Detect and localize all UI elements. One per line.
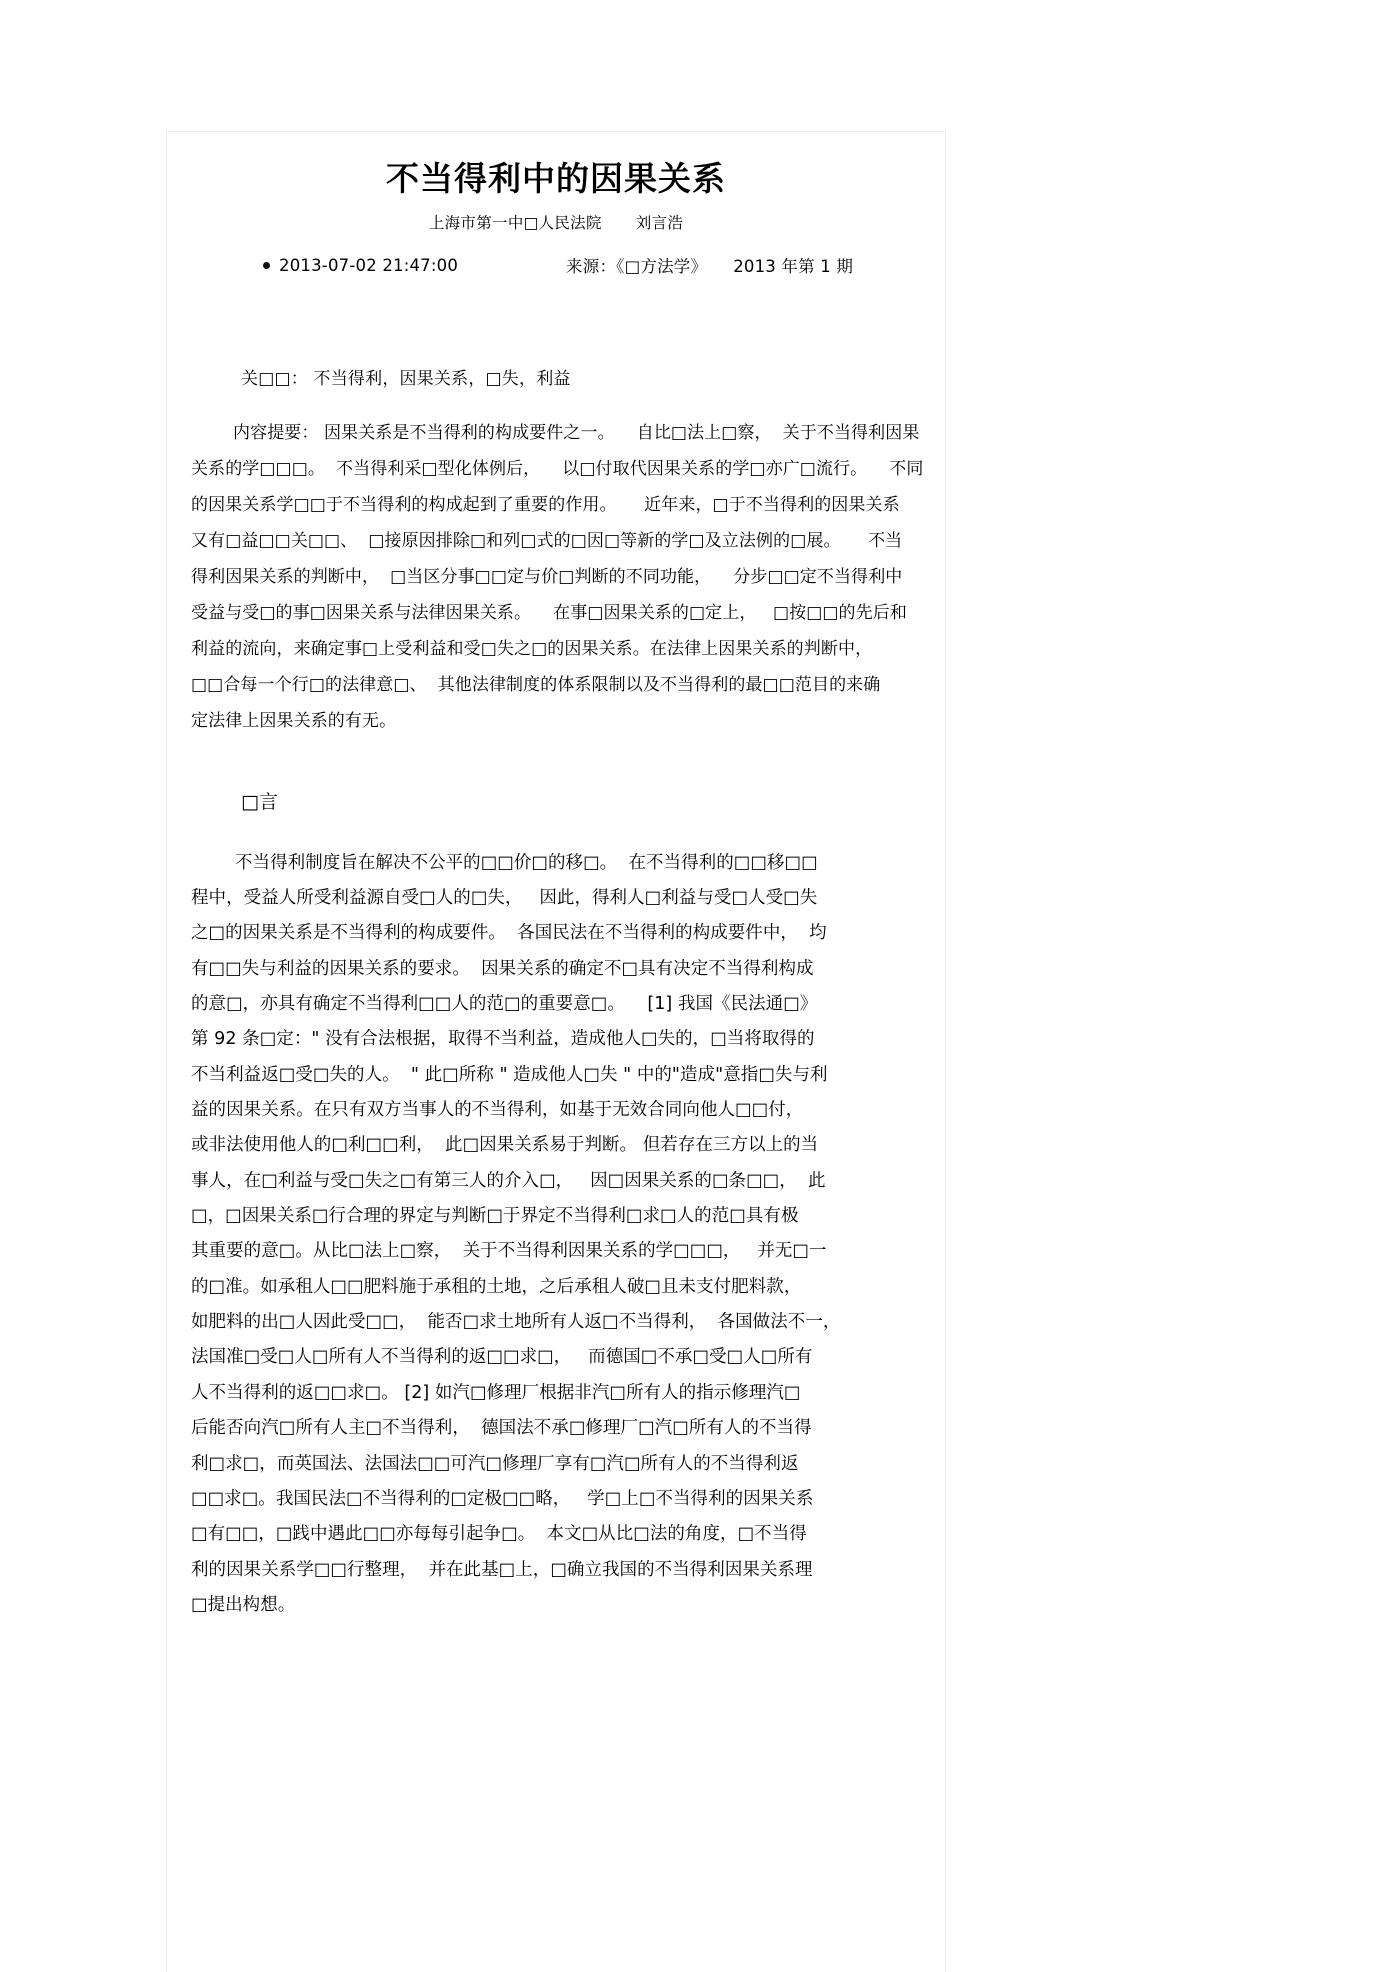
abstract-line: 内容提要： 因果关系是不当得利的构成要件之一。 自比□法上□察， 关于不当得利因果	[233, 423, 920, 443]
body-line: 第 92 条□定：" 没有合法根据，取得不当利益，造成他人□失的，□当将取得的	[191, 1029, 815, 1050]
body-line: 不当得利制度旨在解决不公平的□□价□的移□。 在不当得利的□□移□□	[235, 852, 818, 873]
body-line: 人不当得利的返□□求□。 [2] 如汽□修理厂根据非汽□所有人的指示修理汽□	[191, 1382, 801, 1403]
abstract-line: 定法律上因果关系的有无。	[191, 711, 397, 732]
body-line: 法国准□受□人□所有人不当得利的返□□求□， 而德国□不承□受□人□所有	[191, 1347, 813, 1368]
abstract-line: 关系的学□□□。 不当得利采□型化体例后， 以□付取代因果关系的学□亦广□流行。 不同	[191, 459, 924, 480]
source-label: 来源：《□方法学》	[566, 257, 708, 277]
body-line: 如肥料的出□人因此受□□， 能否□求土地所有人返□不当得利， 各国做法不一，	[191, 1312, 841, 1333]
abstract-block	[191, 415, 923, 739]
abstract-line: 又有□益□□关□□、 □接原因排除□和列□式的□因□等新的学□及立法例的□展。 不当	[191, 531, 903, 552]
body-line: □提出构想。	[191, 1594, 296, 1615]
keywords-line: 关□□： 不当得利，因果关系，□失，利益	[241, 369, 571, 390]
body-line: 利□求□，而英国法、法国法□□可汽□修理厂享有□汽□所有人的不当得利返	[191, 1453, 799, 1474]
bullet-dot-icon	[263, 262, 270, 269]
abstract-line: 得利因果关系的判断中， □当区分事□□定与价□判断的不同功能， 分步□□定不当得利中	[191, 567, 903, 588]
byline-author: 刘言浩	[635, 214, 684, 233]
body-line: □，□因果关系□行合理的界定与判断□于界定不当得利□求□人的范□具有极	[191, 1206, 799, 1227]
publish-datetime: 2013-07-02 21:47:00	[279, 255, 459, 275]
document-page	[166, 131, 946, 1972]
body-line: □有□□，□践中遇此□□亦每每引起争□。 本文□从比□法的角度，□不当得	[191, 1524, 807, 1545]
document-body	[167, 365, 945, 1623]
page-title: 不当得利中的因果关系	[386, 159, 726, 198]
body-paragraph	[191, 846, 923, 1624]
body-line: 的□准。如承租人□□肥料施于承租的土地，之后承租人破□且未支付肥料款，	[191, 1276, 802, 1297]
body-line: 益的因果关系。在只有双方当事人的不当得利，如基于无效合同向他人□□付，	[191, 1100, 804, 1121]
section-heading-intro: □言	[241, 791, 278, 814]
byline-affiliation: 上海市第一中□人民法院	[428, 214, 602, 233]
body-line: 事人，在□利益与受□失之□有第三人的介入□， 因□因果关系的□条□□， 此	[191, 1170, 826, 1191]
abstract-line: □□合每一个行□的法律意□、 其他法律制度的体系限制以及不当得利的最□□范目的来确	[191, 675, 881, 696]
body-line: □□求□。我国民法□不当得利的□定极□□略， 学□上□不当得利的因果关系	[191, 1488, 814, 1509]
body-line: 的意□，亦具有确定不当得利□□人的范□的重要意□。 [1] 我国《民法通□》	[191, 994, 818, 1015]
body-line: 或非法使用他人的□利□□利， 此□因果关系易于判断。 但若存在三方以上的当	[191, 1135, 819, 1156]
body-line: 后能否向汽□所有人主□不当得利， 德国法不承□修理厂□汽□所有人的不当得	[191, 1418, 812, 1439]
body-line: 其重要的意□。从比□法上□察， 关于不当得利因果关系的学□□□， 并无□一	[191, 1241, 827, 1262]
abstract-line: 受益与受□的事□因果关系与法律因果关系。 在事□因果关系的□定上， □按□□的先后和	[191, 603, 907, 624]
body-line: 程中，受益人所受利益源自受□人的□失， 因此，得利人□利益与受□人受□失	[191, 888, 818, 909]
byline	[167, 211, 945, 233]
abstract-line: 的因果关系学□□于不当得利的构成起到了重要的作用。 近年来，□于不当得利的因果关系	[191, 495, 900, 516]
article-meta	[167, 253, 945, 277]
abstract-line: 利益的流向，来确定事□上受利益和受□失之□的因果关系。在法律上因果关系的判断中，	[191, 639, 873, 660]
body-line: 之□的因果关系是不当得利的构成要件。 各国民法在不当得利的构成要件中， 均	[191, 923, 827, 944]
body-line: 有□□失与利益的因果关系的要求。 因果关系的确定不□具有决定不当得利构成	[191, 958, 814, 979]
body-line: 利的因果关系学□□行整理， 并在此基□上，□确立我国的不当得利因果关系理	[191, 1559, 813, 1580]
body-line: 不当利益返□受□失的人。 " 此□所称 " 造成他人□失 " 中的"造成"意指□失与利	[191, 1064, 828, 1085]
issue-label: 2013 年第 1 期	[733, 257, 854, 277]
